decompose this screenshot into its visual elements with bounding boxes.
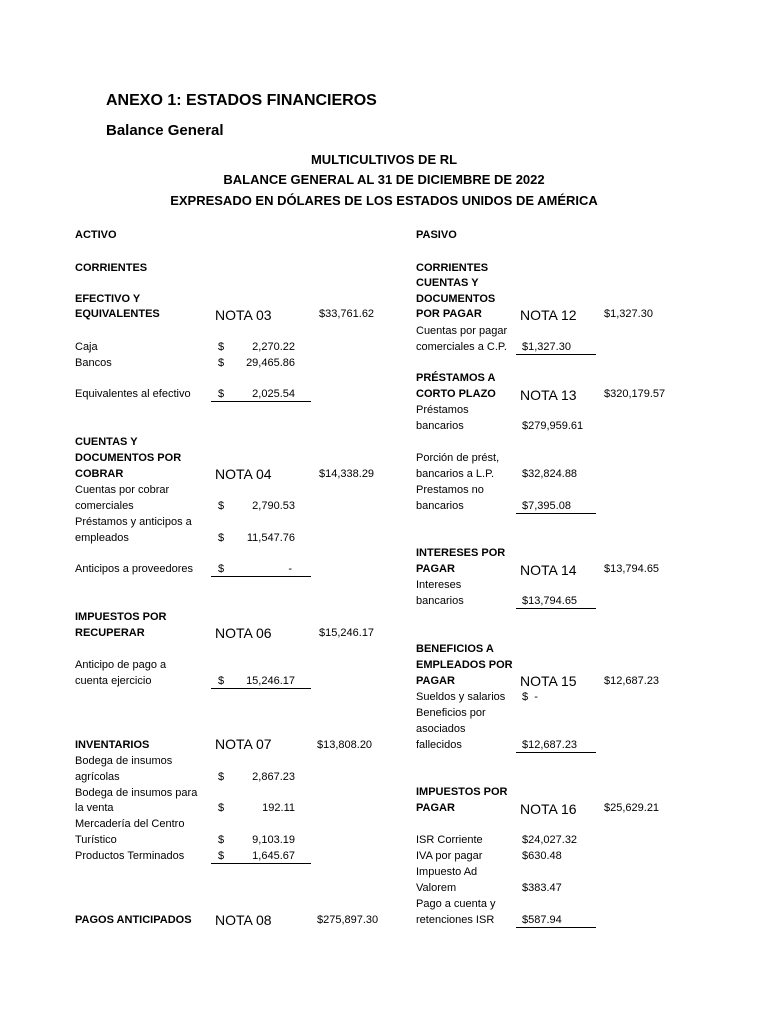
section-label: BENEFICIOS A bbox=[416, 643, 494, 655]
statement-title: BALANCE GENERAL AL 31 DE DICIEMBRE DE 2022 bbox=[223, 172, 545, 187]
line-item-amount: $383.47 bbox=[522, 882, 562, 894]
line-item-amount: $7,395.08 bbox=[522, 500, 571, 512]
annex-title: ANEXO 1: ESTADOS FINANCIEROS bbox=[106, 92, 377, 109]
line-item-label: bancarios bbox=[416, 420, 464, 432]
underline-divider bbox=[211, 688, 311, 689]
section-label: PRÉSTAMOS A bbox=[416, 372, 496, 384]
section-label: DOCUMENTOS POR bbox=[75, 452, 182, 464]
section-label: PAGAR bbox=[416, 563, 455, 575]
line-item-label: Beneficios por bbox=[416, 707, 486, 719]
currency-symbol: $ bbox=[218, 563, 225, 575]
line-item-amount: $587.94 bbox=[522, 914, 562, 926]
section-label: POR PAGAR bbox=[416, 308, 482, 320]
section-label: RECUPERAR bbox=[75, 627, 145, 639]
line-item-label: Anticipo de pago a bbox=[75, 659, 167, 671]
section-total: $13,808.20 bbox=[317, 739, 373, 751]
nota-label: NOTA 07 bbox=[215, 736, 272, 752]
section-label: PAGOS ANTICIPADOS bbox=[75, 914, 192, 926]
line-item-label: Bodega de insumos bbox=[75, 755, 173, 767]
line-item-amount: $ - bbox=[522, 691, 538, 703]
section-label: PAGAR bbox=[416, 675, 455, 687]
line-item-label: fallecidos bbox=[416, 739, 462, 751]
line-item-label: bancarios bbox=[416, 595, 464, 607]
line-item-label: Préstamos bbox=[416, 404, 469, 416]
line-item-amount: 15,246.17 bbox=[246, 675, 295, 687]
nota-label: NOTA 15 bbox=[520, 673, 577, 689]
section-label: CORTO PLAZO bbox=[416, 388, 496, 400]
line-item-amount: $12,687.23 bbox=[522, 739, 578, 751]
line-item-amount: 2,270.22 bbox=[252, 341, 295, 353]
nota-label: NOTA 08 bbox=[215, 912, 272, 928]
line-item-amount: $1,327.30 bbox=[522, 341, 571, 353]
line-item-label: Mercadería del Centro bbox=[75, 818, 185, 830]
nota-label: NOTA 14 bbox=[520, 562, 577, 578]
currency-symbol: $ bbox=[218, 850, 225, 862]
underline-divider bbox=[516, 354, 596, 355]
currency-symbol: $ bbox=[218, 532, 225, 544]
currency-symbol: $ bbox=[218, 341, 225, 353]
currency-symbol: $ bbox=[218, 802, 225, 814]
line-item-label: Pago a cuenta y bbox=[416, 898, 496, 910]
currency-symbol: $ bbox=[218, 834, 225, 846]
line-item-label: retenciones ISR bbox=[416, 914, 495, 926]
section-label: INTERESES POR bbox=[416, 547, 506, 559]
line-item-amount: $630.48 bbox=[522, 850, 562, 862]
line-item-label: Bancos bbox=[75, 357, 112, 369]
line-item-label: Productos Terminados bbox=[75, 850, 185, 862]
section-total: $13,794.65 bbox=[604, 563, 660, 575]
section-total: $320,179.57 bbox=[604, 388, 666, 400]
section-total: $15,246.17 bbox=[319, 627, 375, 639]
line-item-label: Cuentas por cobrar bbox=[75, 484, 170, 496]
line-item-label: Porción de prést, bbox=[416, 452, 500, 464]
line-item-label: Prestamos no bbox=[416, 484, 484, 496]
line-item-amount: 2,867.23 bbox=[252, 771, 295, 783]
line-item-label: bancarios a L.P. bbox=[416, 468, 495, 480]
currency-note: EXPRESADO EN DÓLARES DE LOS ESTADOS UNIDOS DE AMÉRICA bbox=[170, 193, 598, 208]
line-item-label: Equivalentes al efectivo bbox=[75, 388, 191, 400]
underline-divider bbox=[516, 608, 596, 609]
section-label: DOCUMENTOS bbox=[416, 293, 496, 305]
underline-divider bbox=[516, 513, 596, 514]
section-label: CUENTAS Y bbox=[416, 277, 479, 289]
line-item-label: Cuentas por pagar bbox=[416, 325, 508, 337]
line-item-amount: 11,547.76 bbox=[246, 532, 295, 544]
line-item-label: cuenta ejercicio bbox=[75, 675, 152, 687]
line-item-amount: 29,465.86 bbox=[246, 357, 295, 369]
line-item-amount: 9,103.19 bbox=[252, 834, 295, 846]
nota-label: NOTA 03 bbox=[215, 307, 272, 323]
section-total: $1,327.30 bbox=[604, 308, 653, 320]
line-item-label: Valorem bbox=[416, 882, 457, 894]
line-item-amount: $32,824.88 bbox=[522, 468, 578, 480]
underline-divider bbox=[211, 863, 311, 864]
line-item-label: bancarios bbox=[416, 500, 464, 512]
section-label: INVENTARIOS bbox=[75, 739, 150, 751]
line-item-label: Bodega de insumos para bbox=[75, 787, 198, 799]
line-item-label: Anticipos a proveedores bbox=[75, 563, 194, 575]
nota-label: NOTA 12 bbox=[520, 307, 577, 323]
section-total: $33,761.62 bbox=[319, 308, 375, 320]
section-label: IMPUESTOS POR bbox=[75, 611, 167, 623]
currency-symbol: $ bbox=[218, 500, 225, 512]
currency-symbol: $ bbox=[218, 357, 225, 369]
line-item-amount: $279,959.61 bbox=[522, 420, 584, 432]
nota-label: NOTA 04 bbox=[215, 466, 272, 482]
pasivo-heading: PASIVO bbox=[416, 229, 457, 241]
section-label: CORRIENTES bbox=[416, 262, 489, 274]
line-item-amount: 2,025.54 bbox=[252, 388, 295, 400]
line-item-label: empleados bbox=[75, 532, 129, 544]
section-label: EQUIVALENTES bbox=[75, 308, 160, 320]
section-total: $275,897.30 bbox=[317, 914, 379, 926]
currency-symbol: $ bbox=[218, 388, 225, 400]
line-item-label: Impuesto Ad bbox=[416, 866, 478, 878]
section-label: COBRAR bbox=[75, 468, 124, 480]
section-total: $25,629.21 bbox=[604, 802, 660, 814]
activo-corrientes-heading: CORRIENTES bbox=[75, 262, 148, 274]
section-label: EMPLEADOS POR bbox=[416, 659, 513, 671]
line-item-label: IVA por pagar bbox=[416, 850, 483, 862]
line-item-amount: $24,027.32 bbox=[522, 834, 578, 846]
line-item-amount: 192.11 bbox=[262, 802, 295, 814]
line-item-label: ISR Corriente bbox=[416, 834, 483, 846]
line-item-amount: 1,645.67 bbox=[252, 850, 295, 862]
section-label: IMPUESTOS POR bbox=[416, 786, 508, 798]
section-total: $12,687.23 bbox=[604, 675, 660, 687]
section-label: CUENTAS Y bbox=[75, 436, 138, 448]
section-subtitle: Balance General bbox=[106, 122, 224, 139]
underline-divider bbox=[211, 401, 311, 402]
line-item-label: Préstamos y anticipos a bbox=[75, 516, 192, 528]
line-item-amount: - bbox=[288, 563, 292, 575]
company-name: MULTICULTIVOS DE RL bbox=[310, 152, 458, 167]
line-item-amount: 2,790.53 bbox=[252, 500, 295, 512]
section-total: $14,338.29 bbox=[319, 468, 375, 480]
line-item-label: asociados bbox=[416, 723, 466, 735]
nota-label: NOTA 13 bbox=[520, 387, 577, 403]
line-item-label: la venta bbox=[75, 802, 114, 814]
line-item-label: Sueldos y salarios bbox=[416, 691, 506, 703]
line-item-label: Turístico bbox=[75, 834, 117, 846]
currency-symbol: $ bbox=[218, 675, 225, 687]
underline-divider bbox=[516, 752, 596, 753]
section-label: EFECTIVO Y bbox=[75, 293, 141, 305]
activo-heading: ACTIVO bbox=[75, 229, 117, 241]
line-item-label: comerciales a C.P. bbox=[416, 341, 507, 353]
line-item-label: agrícolas bbox=[75, 771, 120, 783]
line-item-amount: $13,794.65 bbox=[522, 595, 578, 607]
line-item-label: Caja bbox=[75, 341, 98, 353]
nota-label: NOTA 16 bbox=[520, 801, 577, 817]
section-label: PAGAR bbox=[416, 802, 455, 814]
nota-label: NOTA 06 bbox=[215, 625, 272, 641]
underline-divider bbox=[516, 927, 596, 928]
line-item-label: comerciales bbox=[75, 500, 134, 512]
underline-divider bbox=[211, 576, 311, 577]
line-item-label: Intereses bbox=[416, 579, 462, 591]
currency-symbol: $ bbox=[218, 771, 225, 783]
